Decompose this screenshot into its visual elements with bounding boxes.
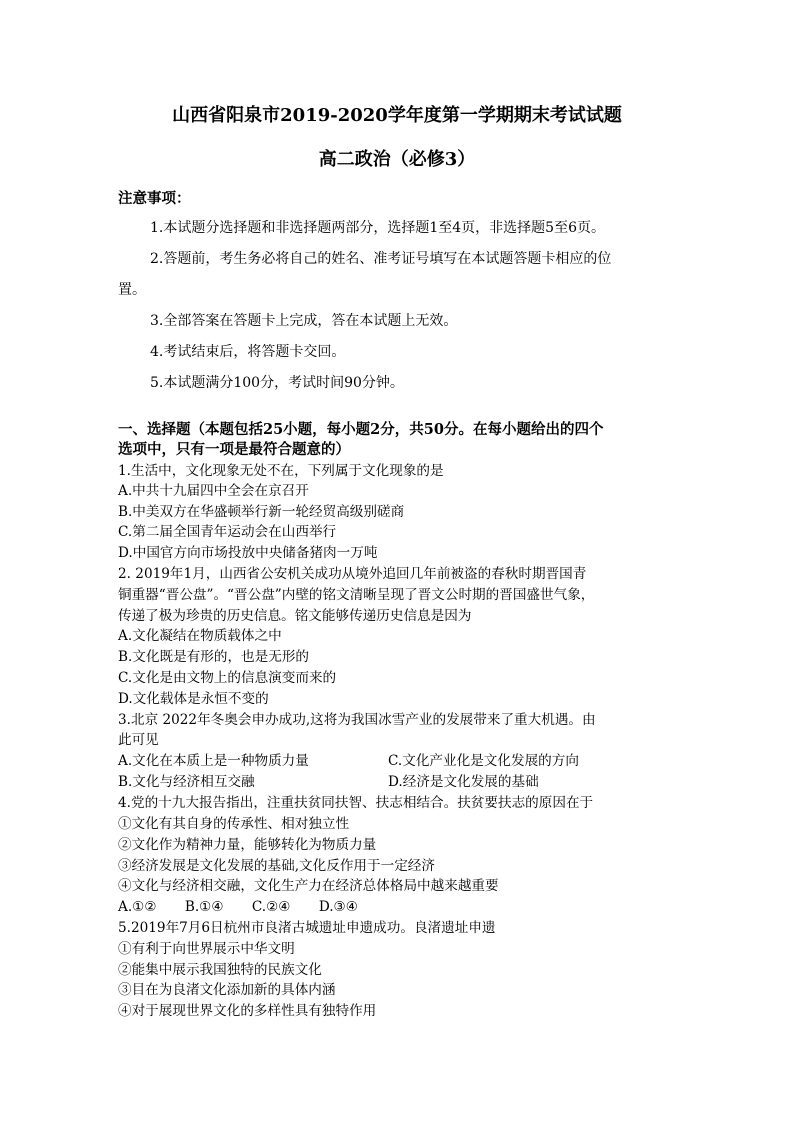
question-5-stem: 5.2019年7月6日杭州市良渚古城遗址申遗成功。良渚遗址申遗 [118, 920, 496, 936]
question-4-option-b: B.①④ [184, 899, 224, 915]
question-2-stem: 传递了极为珍贵的历史信息。铭文能够传递历史信息是因为 [118, 608, 472, 624]
question-1-stem: 1.生活中，文化现象无处不在，下列属于文化现象的是 [118, 463, 444, 479]
notice-item: 3.全部答案在答题卡上完成，答在本试题上无效。 [150, 313, 458, 329]
question-4-statement: ②文化作为精神力量，能够转化为物质力量 [118, 837, 377, 853]
notice-item: 2.答题前，考生务必将自己的姓名、准考证号填写在本试题答题卡相应的位 [150, 251, 612, 267]
notice-item: 4.考试结束后，将答题卡交回。 [150, 344, 346, 360]
question-4-statement: ④文化与经济相交融，文化生产力在经济总体格局中越来越重要 [118, 878, 499, 894]
question-5-statement: ②能集中展示我国独特的民族文化 [118, 962, 322, 978]
question-3-stem: 3.北京 2022年冬奥会申办成功,这将为我国冰雪产业的发展带来了重大机遇。由 [118, 712, 596, 728]
question-1-option-a: A.中共十九届四中全会在京召开 [118, 483, 309, 499]
question-1-option-b: B.中美双方在华盛顿举行新一轮经贸高级别磋商 [118, 504, 405, 520]
notice-item: 1.本试题分选择题和非选择题两部分，选择题1至4页，非选择题5至6页。 [150, 220, 605, 236]
section-heading: 一、选择题（本题包括25小题，每小题2分，共50分。在每小题给出的四个 [118, 421, 604, 438]
question-2-option-a: A.文化凝结在物质载体之中 [118, 628, 282, 644]
exam-title: 山西省阳泉市2019-2020学年度第一学期期末考试试题 [172, 105, 622, 126]
notice-item-continued: 置。 [118, 282, 146, 298]
notice-heading: 注意事项： [118, 190, 191, 207]
question-3-option-d: D.经济是文化发展的基础 [388, 774, 539, 790]
question-4-option-c: C.②④ [251, 899, 291, 915]
question-4-options [118, 897, 382, 917]
question-2-option-d: D.文化载体是永恒不变的 [118, 691, 269, 707]
question-4-option-d: D.③④ [318, 899, 358, 915]
question-5-statement: ④对于展现世界文化的多样性具有独特作用 [118, 1003, 377, 1019]
question-5-statement: ①有利于向世界展示中华文明 [118, 941, 295, 957]
question-1-option-c: C.第二届全国青年运动会在山西举行 [118, 524, 337, 540]
question-4-stem: 4.党的十九大报告指出，注重扶贫同扶智、扶志相结合。扶贫要扶志的原因在于 [118, 795, 594, 811]
question-2-option-c: C.文化是由文物上的信息演变而来的 [118, 670, 337, 686]
question-2-stem: 铜重器“晋公盘”。“晋公盘”内壁的铭文清晰呈现了晋文公时期的晋国盛世气象， [118, 587, 595, 603]
question-3-option-a: A.文化在本质上是一种物质力量 [118, 753, 309, 769]
question-3-stem: 此可见 [118, 732, 159, 748]
question-2-stem: 2. 2019年1月，山西省公安机关成功从境外追回几年前被盗的春秋时期晋国青 [118, 566, 587, 582]
question-2-option-b: B.文化既是有形的，也是无形的 [118, 649, 310, 665]
notice-item: 5.本试题满分100分，考试时间90分钟。 [150, 375, 404, 391]
question-5-statement: ③目在为良渚文化添加新的具体内涵 [118, 982, 336, 998]
question-3-option-c: C.文化产业化是文化发展的方向 [388, 753, 579, 769]
question-4-option-a: A.①② [118, 899, 157, 915]
question-4-statement: ③经济发展是文化发展的基础,文化反作用于一定经济 [118, 858, 435, 874]
question-1-option-d: D.中国官方向市场投放中央储备猪肉一万吨 [118, 545, 378, 561]
section-heading-continued: 选项中，只有一项是最符合题意的） [118, 441, 350, 458]
exam-subtitle: 高二政治（必修3） [318, 149, 476, 170]
question-4-statement: ①文化有其自身的传承性、相对独立性 [118, 816, 350, 832]
question-3-option-b: B.文化与经济相互交融 [118, 774, 255, 790]
